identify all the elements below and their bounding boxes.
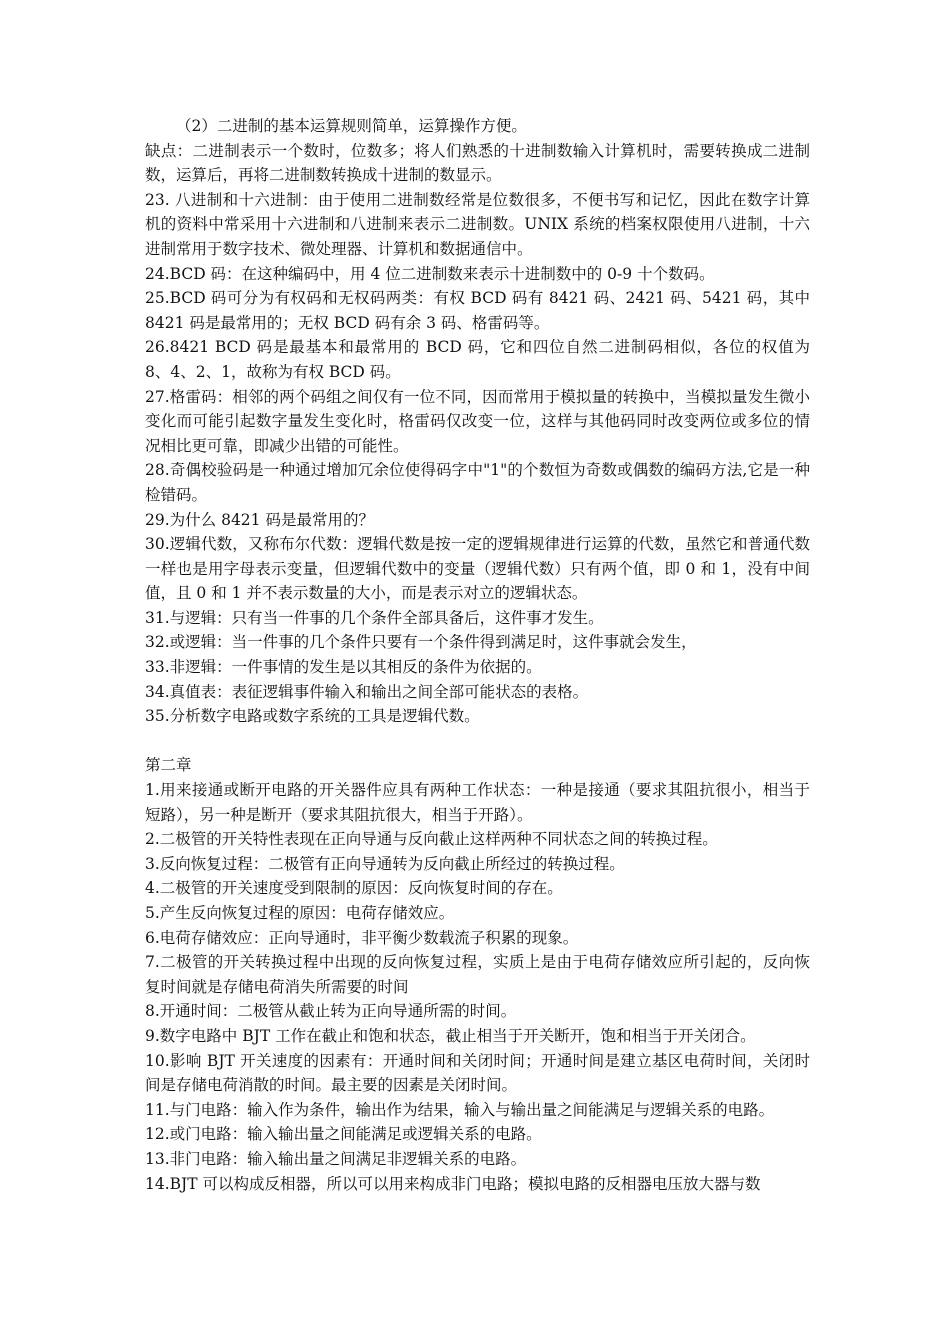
paragraph-binary-disadvantage: 缺点：二进制表示一个数时，位数多；将人们熟悉的十进制数输入计算机时，需要转换成二进制数，运算后，再将二进制数转换成十进制的数显示。 (145, 141, 810, 185)
section-spacer (145, 729, 810, 754)
document-page (145, 114, 810, 1196)
chapter2-item-13: 13.非门电路：输入输出量之间满足非逻辑关系的电路。 (145, 1149, 527, 1168)
paragraph-item-29: 29.为什么 8421 码是最常用的？ (145, 510, 374, 529)
chapter-heading: 第二章 (145, 756, 192, 775)
chapter2-item-10: 10.影响 BJT 开关速度的因素有：开通时间和关闭时间；开通时间是建立基区电荷时间，关闭时间是存储电荷消散的时间。最主要的因素是关闭时间。 (145, 1051, 810, 1095)
paragraph-binary-advantage-2: （2）二进制的基本运算规则简单，运算操作方便。 (176, 117, 527, 135)
chapter2-item-9: 9.数字电路中 BJT 工作在截止和饱和状态，截止相当于开关断开，饱和相当于开关闭合。 (145, 1026, 756, 1045)
paragraph-item-30: 30.逻辑代数，又称布尔代数：逻辑代数是按一定的逻辑规律进行运算的代数，虽然它和普通代数一样也是用字母表示变量，但逻辑代数中的变量（逻辑代数）只有两个值，即 0 和 1，没有中间值，且 0 和 1 并不表示数量的大小，而是表示对立的逻辑状态。 (145, 535, 810, 603)
paragraph-item-33: 33.非逻辑：一件事情的发生是以其相反的条件为依据的。 (145, 658, 542, 677)
chapter2-item-12: 12.或门电路：输入输出量之间能满足或逻辑关系的电路。 (145, 1125, 542, 1144)
paragraph-item-23: 23. 八进制和十六进制：由于使用二进制数经常是位数很多，不便书写和记忆，因此在数字计算机的资料中常采用十六进制和八进制来表示二进制数。UNIX 系统的档案权限使用八进制，十六进制常用于数字技术、微处理器、计算机和数据通信中。 (145, 190, 810, 258)
chapter2-item-14: 14.BJT 可以构成反相器，所以可以用来构成非门电路；模拟电路的反相器电压放大器与数 (145, 1174, 761, 1193)
paragraph-item-24: 24.BCD 码：在这种编码中，用 4 位二进制数来表示十进制数中的 0-9 十个数码。 (145, 264, 715, 283)
paragraph-item-35: 35.分析数字电路或数字系统的工具是逻辑代数。 (145, 707, 480, 726)
paragraph-item-26: 26.8421 BCD 码是最基本和最常用的 BCD 码，它和四位自然二进制码相似，各位的权值为 8、4、2、1，故称为有权 BCD 码。 (145, 338, 810, 381)
paragraph-item-25: 25.BCD 码可分为有权码和无权码两类：有权 BCD 码有 8421 码、2421 码、5421 码，其中 8421 码是最常用的；无权 BCD 码有余 3 码、格雷码等。 (145, 289, 810, 332)
chapter2-item-5: 5.产生反向恢复过程的原因：电荷存储效应。 (145, 904, 455, 922)
chapter2-item-6: 6.电荷存储效应：正向导通时，非平衡少数载流子积累的现象。 (145, 928, 579, 947)
paragraph-item-28: 28.奇偶校验码是一种通过增加冗余位使得码字中"1"的个数恒为奇数或偶数的编码方法,它是一种检错码。 (145, 461, 810, 504)
chapter2-item-7: 7.二极管的开关转换过程中出现的反向恢复过程，实质上是由于电荷存储效应所引起的，反向恢复时间就是存储电荷消失所需要的时间 (145, 953, 810, 996)
chapter2-item-4: 4.二极管的开关速度受到限制的原因：反向恢复时间的存在。 (145, 879, 563, 898)
paragraph-item-27: 27.格雷码：相邻的两个码组之间仅有一位不同，因而常用于模拟量的转换中，当模拟量发生微小变化而可能引起数字量发生变化时，格雷码仅改变一位，这样与其他码同时改变两位或多位的情况相比更可靠，即减少出错的可能性。 (145, 387, 810, 455)
chapter2-item-3: 3.反向恢复过程：二极管有正向导通转为反向截止所经过的转换过程。 (145, 854, 625, 873)
paragraph-item-31: 31.与逻辑：只有当一件事的几个条件全部具备后，这件事才发生。 (145, 608, 604, 627)
chapter2-item-11: 11.与门电路：输入作为条件，输出作为结果，输入与输出量之间能满足与逻辑关系的电路。 (145, 1100, 775, 1119)
chapter2-item-2: 2.二极管的开关特性表现在正向导通与反向截止这样两种不同状态之间的转换过程。 (145, 830, 718, 849)
chapter2-item-1: 1.用来接通或断开电路的开关器件应具有两种工作状态：一种是接通（要求其阻抗很小，相当于短路），另一种是断开（要求其阻抗很大，相当于开路）。 (145, 781, 810, 824)
paragraph-item-32: 32.或逻辑：当一件事的几个条件只要有一个条件得到满足时，这件事就会发生， (145, 633, 697, 652)
paragraph-item-34: 34.真值表：表征逻辑事件输入和输出之间全部可能状态的表格。 (145, 682, 589, 701)
chapter2-item-8: 8.开通时间：二极管从截止转为正向导通所需的时间。 (145, 1002, 517, 1021)
